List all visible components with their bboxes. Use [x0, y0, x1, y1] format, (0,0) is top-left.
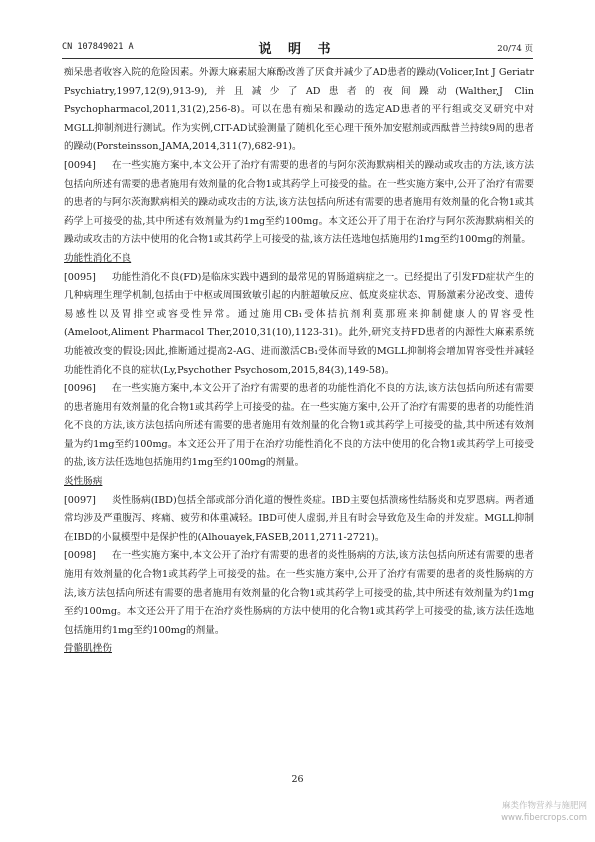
paragraph-number: [0097]: [64, 494, 96, 506]
paragraph-text: 功能性消化不良(FD)是临床实践中遇到的最常见的胃肠道病症之一。已经提出了引发FD症状产生的几种病理生理学机制,包括由于中枢或周围致敏引起的内脏超敏反应、低度炎症状态、胃肠激素分泌改变、遗传易感性以及胃排空或容受性异常。通过施用CB₁受体拮抗剂利莫那班来抑制健康人的胃容受性(Ameloot,Aliment Pharmacol Ther,2010,31(10),1123-31)。此外,研究支持FD患者的内源性大麻素系统功能被改变的假设;因此,推断通过提高2-AG、进而激活CB₁受体而导致的MGLL抑制将会增加胃容受性并减轻功能性消化不良的症状(Ly,Psychother Psychosom,2015,84(3),149-58)。: [64, 271, 534, 376]
paragraph-0096: [64, 380, 534, 473]
watermark-name: 麻类作物营养与施肥网: [501, 801, 587, 811]
watermark-url: www.fibercrops.com: [501, 813, 587, 823]
page-number: 26: [291, 774, 304, 785]
paragraph-0098: [64, 547, 534, 640]
page-counter: 20/74 页: [497, 44, 533, 54]
section-heading: 炎性肠病: [64, 476, 103, 488]
paragraph-0095: [64, 269, 534, 381]
section-heading: 功能性消化不良: [64, 252, 132, 264]
paragraph-continued: 痴呆患者收容入院的危险因素。外源大麻素屈大麻酚改善了厌食并减少了AD患者的躁动(Volicer,Int J Geriatr Psychiatry,1997,12(9),913-9),并且减少了AD患者的夜间躁动(Walther,J Clin Psychopharmacol,2011,31(2),256-8)。可以在患有痴呆和躁动的选定AD患者的平行组或交叉研究中对MGLL抑制剂进行测试。作为实例,CIT-AD试验测量了随机化至心理干预外加安慰剂或西酞普兰持续9周的患者的躁动(Porsteinsson,JAMA,2014,311(7),682-91)。: [64, 67, 534, 153]
document-title: 说 明 书: [258, 42, 337, 57]
paragraph-0094: [64, 157, 534, 250]
paragraph-text: 在一些实施方案中,本文公开了治疗有需要的患者的炎性肠病的方法,该方法包括向所述有需要的患者施用有效剂量的化合物1或其药学上可接受的盐。在一些实施方案中,公开了治疗有需要的患者的炎性肠病的方法,该方法包括向所述有需要的患者施用有效剂量的化合物1或其药学上可接受的盐,其中所述有效剂量为约1mg至约100mg。本文还公开了用于在治疗炎性肠病的方法中使用的化合物1或其药学上可接受的盐,该方法任选地包括施用约1mg至约100mg的剂量。: [64, 550, 534, 636]
header-rule: [62, 58, 533, 59]
paragraph-number: [0095]: [64, 271, 96, 283]
body-text: [64, 64, 534, 659]
section-heading: 骨骼肌挫伤: [64, 643, 112, 655]
paragraph-text: 炎性肠病(IBD)包括全部或部分消化道的慢性炎症。IBD主要包括溃疡性结肠炎和克罗恩病。两者通常均涉及严重腹泻、疼痛、疲劳和体重减轻。IBD可使人虚弱,并且有时会导致危及生命的并发症。MGLL抑制在IBD的小鼠模型中是保护性的(Alhouayek,FASEB,2011,2711-2721)。: [64, 494, 534, 543]
patent-number: CN 107849021 A: [62, 42, 134, 52]
paragraph-number: [0096]: [64, 383, 96, 395]
paragraph-0097: [64, 492, 534, 548]
paragraph-text: 在一些实施方案中,本文公开了治疗有需要的患者的与阿尔茨海默病相关的躁动或攻击的方法,该方法包括向所述有需要的患者施用有效剂量的化合物1或其药学上可接受的盐。在一些实施方案中,公开了治疗有需要的患者的与阿尔茨海默病相关的躁动或攻击的方法,该方法包括向所述有需要的患者施用有效剂量的化合物1或其药学上可接受的盐,其中所述有效剂量为约1mg至约100mg。本文还公开了用于在治疗与阿尔茨海默病相关的躁动或攻击的方法中使用的化合物1或其药学上可接受的盐,该方法任选地包括施用约1mg至约100mg的剂量。: [64, 159, 534, 246]
paragraph-text: 在一些实施方案中,本文公开了治疗有需要的患者的功能性消化不良的方法,该方法包括向所述有需要的患者施用有效剂量的化合物1或其药学上可接受的盐。在一些实施方案中,公开了治疗有需要的患者的功能性消化不良的方法,该方法包括向所述有需要的患者施用有效剂量的化合物1或其药学上可接受的盐,其中所述有效剂量为约1mg至约100mg。本文还公开了用于在治疗功能性消化不良的方法中使用的化合物1或其药学上可接受的盐,该方法任选地包括施用约1mg至约100mg的剂量。: [64, 383, 534, 469]
watermark: [501, 800, 587, 824]
page-header: [62, 38, 533, 56]
paragraph-number: [0098]: [64, 550, 96, 562]
paragraph-number: [0094]: [64, 159, 96, 171]
